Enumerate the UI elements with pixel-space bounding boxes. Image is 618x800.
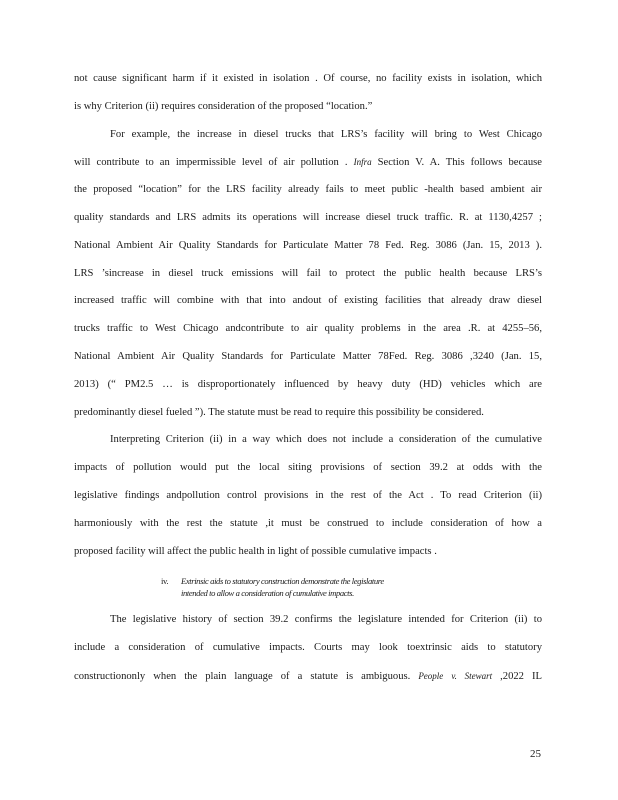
text-line: For example, the increase in diesel trucks that LRS’s facility will bring to West Chicago bbox=[110, 128, 542, 140]
text-line: legislative findings andpollution control provisions in the rest of the Act . To read Criterion (ii) bbox=[74, 489, 542, 501]
text-line-with-citation bbox=[74, 153, 542, 181]
text-line-with-citation bbox=[74, 667, 542, 695]
text-line: predominantly diesel fueled ”). The statute must be read to require this possibility be considered. bbox=[74, 406, 484, 418]
text-line: include a consideration of cumulative impacts. Courts may look toextrinsic aids to statutory bbox=[74, 641, 542, 653]
text-line: National Ambient Air Quality Standards for Particulate Matter 78Fed. Reg. 3086 ,3240 (Jan. 15, bbox=[74, 350, 542, 362]
text-line: trucks traffic to West Chicago andcontribute to air quality problems in the area .R. at 4255–56, bbox=[74, 323, 542, 335]
page-number: 25 bbox=[530, 748, 541, 760]
text-segment: Section V. A. This follows because bbox=[377, 157, 542, 169]
citation-case-name: v. Stewart bbox=[451, 670, 493, 681]
text-line: proposed facility will affect the public health in light of possible cumulative impacts . bbox=[74, 545, 437, 557]
heading-number: iv. bbox=[161, 576, 169, 586]
text-line: 2013) (“ PM2.5 … is disproportionately influenced by heavy duty (HD) vehicles which are bbox=[74, 378, 542, 390]
section-heading bbox=[161, 575, 501, 599]
text-line: is why Criterion (ii) requires consideration of the proposed “location.” bbox=[74, 100, 373, 112]
text-line: LRS ’sincrease in diesel truck emissions will fail to protect the public health because LRS’s bbox=[74, 267, 542, 279]
heading-text-1: Extrinsic aids to statutory construction demonstrate the legislature bbox=[181, 576, 384, 586]
text-segment: constructiononly when the plain language of a statute is ambiguous. bbox=[74, 670, 411, 682]
text-line: the proposed “location” for the LRS facility already fails to meet public -health based ambient air bbox=[74, 184, 542, 196]
text-line: not cause significant harm if it existed in isolation . Of course, no facility exists in isolation, which bbox=[74, 73, 542, 84]
text-line: impacts of pollution would put the local siting provisions of section 39.2 at odds with the bbox=[74, 462, 542, 474]
text-line: Interpreting Criterion (ii) in a way which does not include a consideration of the cumulative bbox=[110, 434, 542, 446]
heading-line-2: intended to allow a consideration of cumulative impacts. bbox=[181, 588, 354, 598]
text-line: increased traffic will combine with that into andout of existing facilities that already draw diesel bbox=[74, 295, 542, 307]
citation-case-name: People bbox=[418, 670, 444, 681]
citation-infra: Infra bbox=[353, 157, 372, 168]
text-line: National Ambient Air Quality Standards for Particulate Matter 78 Fed. Reg. 3086 (Jan. 15, 2013 ). bbox=[74, 239, 542, 251]
text-segment: will contribute to an impermissible level of air pollution . bbox=[74, 157, 348, 169]
body-text-bottom bbox=[74, 611, 542, 694]
text-line: quality standards and LRS admits its operations will increase diesel truck traffic. R. at 1130,4257 ; bbox=[74, 211, 542, 223]
body-text-top bbox=[74, 70, 542, 570]
text-line: The legislative history of section 39.2 confirms the legislature intended for Criterion (ii) to bbox=[110, 614, 542, 625]
heading-line-1 bbox=[161, 575, 501, 587]
text-line: harmoniously with the rest the statute ,it must be construed to include consideration of how a bbox=[74, 517, 542, 529]
text-segment: ,2022 IL bbox=[500, 670, 542, 682]
